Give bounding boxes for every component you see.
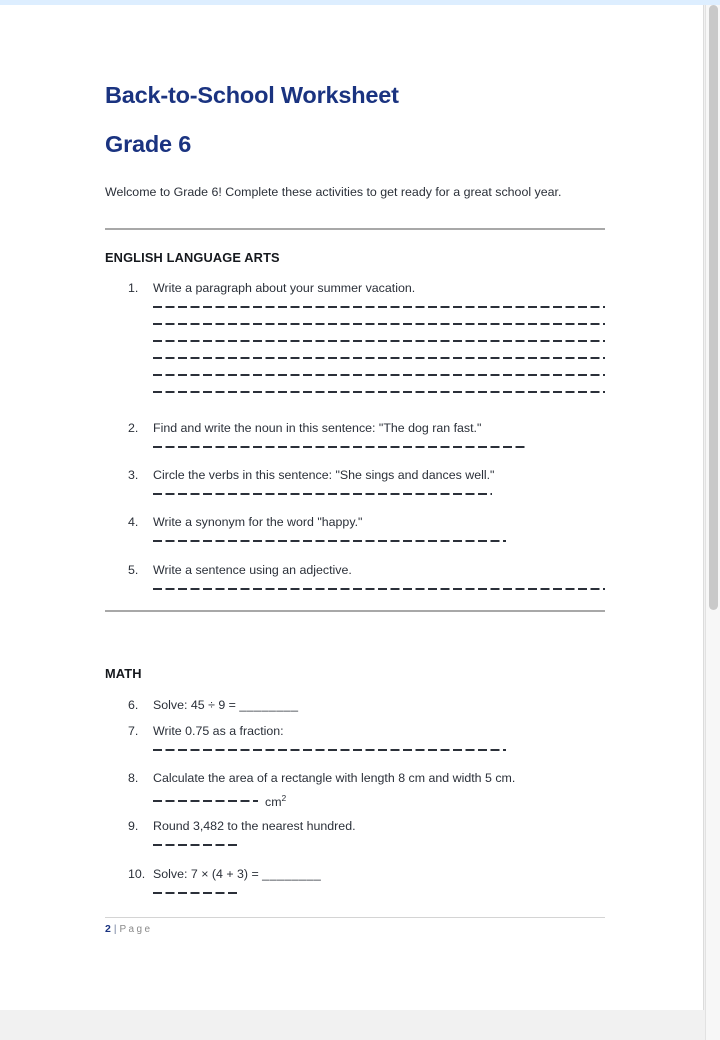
answer-lines[interactable] <box>153 438 605 452</box>
intro-paragraph: Welcome to Grade 6! Complete these activities to get ready for a great school year. <box>105 185 562 200</box>
question-number: 4. <box>128 515 139 529</box>
answer-line <box>153 319 605 329</box>
vertical-scrollbar[interactable] <box>705 5 720 1040</box>
question-text-label: Solve: 45 ÷ 9 = <box>153 698 240 712</box>
footer-separator: | <box>113 924 117 935</box>
question-text-label: Solve: 7 × (4 + 3) = <box>153 867 263 881</box>
question-number: 6. <box>128 698 139 712</box>
section-divider-top <box>105 228 605 230</box>
scrollbar-thumb[interactable] <box>709 5 718 610</box>
answer-lines[interactable] <box>153 485 605 499</box>
question-item <box>128 722 605 755</box>
answer-lines[interactable] <box>153 298 605 397</box>
question-text <box>153 865 321 884</box>
footer-divider <box>105 917 605 918</box>
answer-lines[interactable] <box>153 741 605 755</box>
page-footer <box>105 923 152 935</box>
document-page <box>0 5 704 1010</box>
question-text <box>153 696 299 715</box>
question-number: 5. <box>128 563 139 577</box>
question-item <box>128 466 605 499</box>
question-number: 2. <box>128 421 139 435</box>
section-heading-english-language-arts: ENGLISH LANGUAGE ARTS <box>105 250 280 265</box>
answer-line <box>153 796 258 806</box>
page-subtitle-grade: Grade 6 <box>105 131 192 157</box>
question-item <box>128 817 605 850</box>
question-number: 8. <box>128 771 139 785</box>
question-text: Write a sentence using an adjective. <box>153 563 352 577</box>
answer-unit-exponent: 2 <box>281 792 287 803</box>
question-number: 7. <box>128 724 139 738</box>
question-item <box>128 561 605 594</box>
section-divider-middle <box>105 610 605 612</box>
question-item <box>128 513 605 546</box>
footer-page-number: 2 <box>105 923 111 935</box>
answer-line <box>153 584 605 594</box>
answer-line <box>153 888 239 898</box>
answer-line <box>153 745 506 755</box>
answer-unit <box>265 792 286 812</box>
question-item <box>128 279 605 397</box>
footer-page-label: Page <box>119 924 153 935</box>
answer-line <box>153 353 605 363</box>
inline-answer-blank[interactable]: ________ <box>239 698 299 712</box>
question-text: Write 0.75 as a fraction: <box>153 724 284 738</box>
question-text: Round 3,482 to the nearest hundred. <box>153 819 356 833</box>
section-heading-math: MATH <box>105 666 142 681</box>
question-number: 9. <box>128 819 139 833</box>
question-text: Find and write the noun in this sentence: "The dog ran fast." <box>153 421 482 435</box>
answer-line <box>153 489 492 499</box>
answer-lines[interactable] <box>153 532 605 546</box>
question-item <box>128 419 605 452</box>
question-text: Calculate the area of a rectangle with length 8 cm and width 5 cm. <box>153 771 516 785</box>
answer-lines[interactable] <box>153 884 605 898</box>
answer-line <box>153 536 506 546</box>
question-number: 3. <box>128 468 139 482</box>
answer-line <box>153 336 605 346</box>
answer-unit-label: cm <box>265 794 282 809</box>
answer-line <box>153 840 239 850</box>
answer-line <box>153 442 528 452</box>
answer-line <box>153 370 605 380</box>
inline-answer-blank[interactable]: ________ <box>262 867 322 881</box>
question-text: Write a synonym for the word "happy." <box>153 515 363 529</box>
page-title: Back-to-School Worksheet <box>105 82 399 108</box>
question-text: Write a paragraph about your summer vacation. <box>153 281 416 295</box>
question-item <box>128 865 605 898</box>
question-item <box>128 769 605 811</box>
question-item <box>128 696 605 715</box>
question-number: 10. <box>128 867 146 881</box>
question-text: Circle the verbs in this sentence: "She sings and dances well." <box>153 468 495 482</box>
answer-lines[interactable] <box>153 788 605 812</box>
answer-lines[interactable] <box>153 836 605 850</box>
question-number: 1. <box>128 281 139 295</box>
answer-lines[interactable] <box>153 580 605 594</box>
answer-line <box>153 387 605 397</box>
answer-line <box>153 302 605 312</box>
